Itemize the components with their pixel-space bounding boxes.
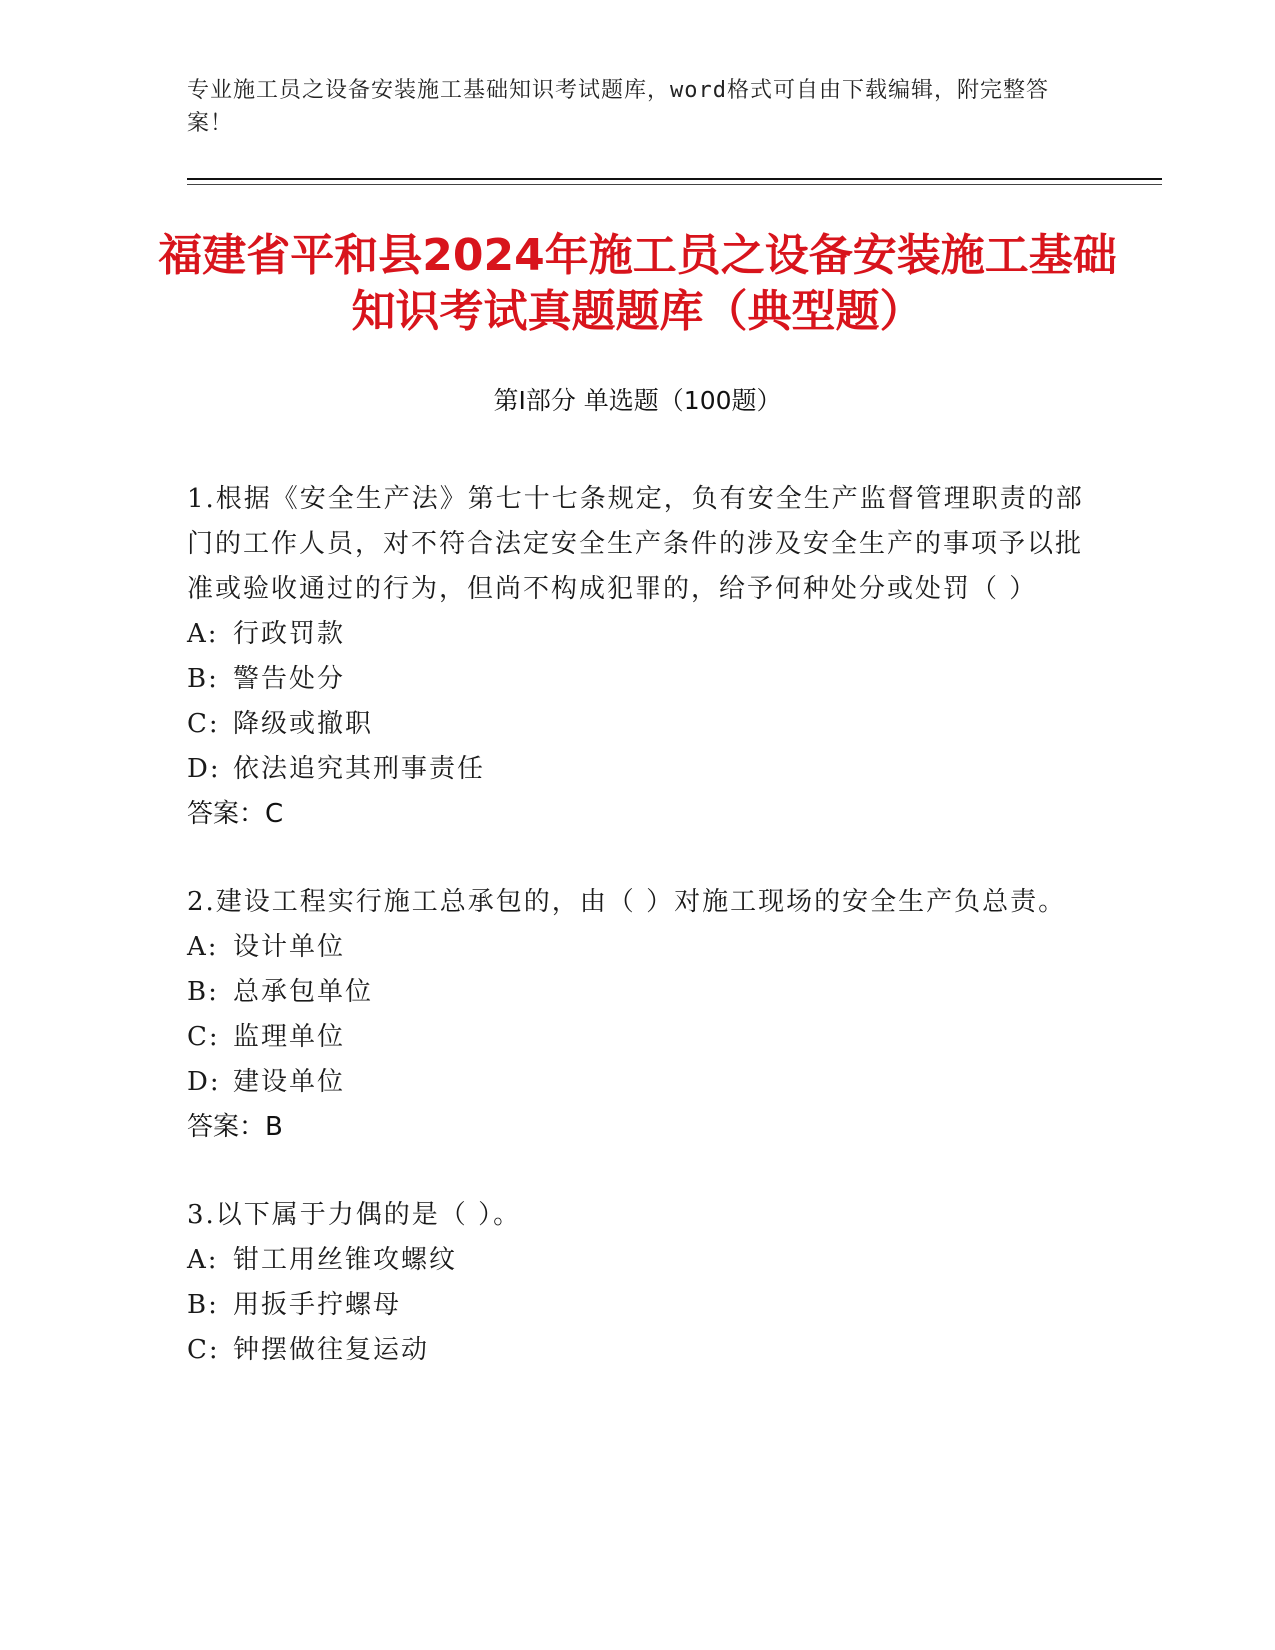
answer-value: B: [265, 1112, 283, 1142]
option-text: 监理单位: [233, 1022, 346, 1052]
option-letter: A:: [187, 1245, 219, 1275]
question-stem: 1.根据《安全生产法》第七十七条规定，负有安全生产监督管理职责的部门的工作人员，对不符合法定安全生产条件的涉及安全生产的事项予以批准或验收通过的行为，但尚不构成犯罪的，给予何种处分或处罚（ ）: [187, 484, 1084, 604]
option-c: [187, 1328, 1087, 1373]
option-letter: B:: [187, 1290, 219, 1320]
answer-label: 答案：: [187, 1112, 266, 1142]
option-letter: D:: [187, 754, 221, 784]
answer-value: C: [265, 799, 284, 829]
header-note: 专业施工员之设备安装施工基础知识考试题库，word格式可自由下载编辑，附完整答案！: [187, 78, 1049, 136]
document-title: 福建省平和县2024年施工员之设备安装施工基础知识考试真题题库（典型题）: [158, 230, 1117, 337]
option-c: [187, 1015, 1087, 1060]
option-letter: D:: [187, 1067, 221, 1097]
option-a: [187, 612, 1087, 657]
option-b: [187, 657, 1087, 702]
option-a: [187, 925, 1087, 970]
option-text: 总承包单位: [233, 977, 374, 1007]
question-stem: 3.以下属于力偶的是（ ）。: [187, 1200, 522, 1230]
question-1: [187, 477, 1087, 837]
option-text: 用扳手拧螺母: [233, 1290, 402, 1320]
question-3: [187, 1193, 1087, 1373]
option-b: [187, 1283, 1087, 1328]
option-letter: A:: [187, 932, 219, 962]
option-text: 降级或撤职: [233, 709, 374, 739]
option-d: [187, 1060, 1087, 1105]
option-letter: B:: [187, 664, 219, 694]
option-letter: C:: [187, 709, 220, 739]
question-stem: 2.建设工程实行施工总承包的，由（ ）对施工现场的安全生产负总责。: [187, 887, 1067, 917]
answer-line: [187, 792, 1087, 837]
option-text: 钟摆做往复运动: [233, 1335, 430, 1365]
option-c: [187, 702, 1087, 747]
header-divider-thick: [187, 178, 1162, 180]
option-text: 建设单位: [233, 1067, 346, 1097]
option-text: 依法追究其刑事责任: [233, 754, 486, 784]
option-a: [187, 1238, 1087, 1283]
option-text: 钳工用丝锥攻螺纹: [233, 1245, 458, 1275]
answer-label: 答案：: [187, 799, 266, 829]
option-letter: B:: [187, 977, 219, 1007]
option-b: [187, 970, 1087, 1015]
option-d: [187, 747, 1087, 792]
answer-line: [187, 1105, 1087, 1150]
option-letter: C:: [187, 1022, 220, 1052]
header-divider-thin: [187, 184, 1162, 185]
section-heading: 第I部分 单选题（100题）: [493, 386, 782, 415]
option-text: 设计单位: [233, 932, 346, 962]
option-text: 警告处分: [233, 664, 346, 694]
option-letter: A:: [187, 619, 219, 649]
option-text: 行政罚款: [233, 619, 346, 649]
question-2: [187, 880, 1087, 1150]
option-letter: C:: [187, 1335, 220, 1365]
question-list: [187, 477, 1087, 1416]
